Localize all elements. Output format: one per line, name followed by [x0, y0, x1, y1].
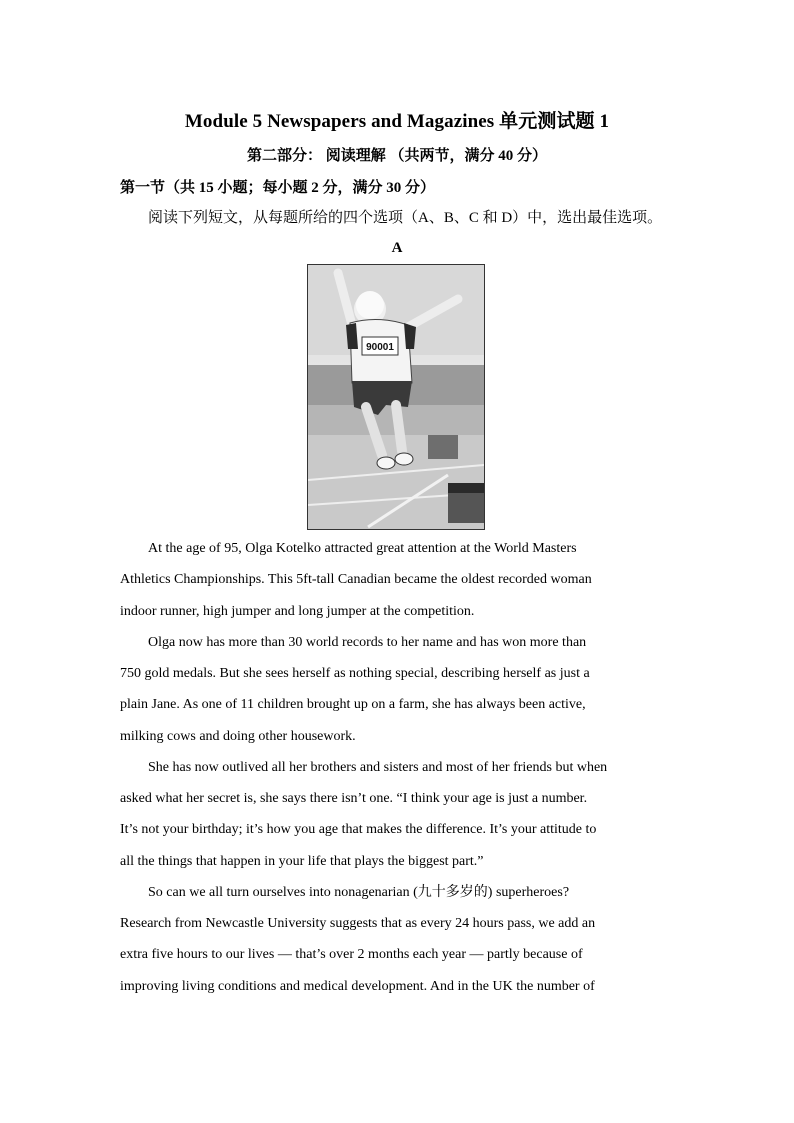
passage-line: all the things that happen in your life that plays the biggest part.”: [120, 853, 484, 869]
passage-line: milking cows and doing other housework.: [120, 728, 356, 744]
passage-line: Research from Newcastle University suggests that as every 24 hours pass, we add an: [120, 916, 596, 931]
passage-line: So can we all turn ourselves into nonagenarian (九十多岁的) superheroes?: [148, 884, 570, 900]
passage-line: She has now outlived all her brothers and sisters and most of her friends but when: [148, 759, 608, 775]
passage-label: A: [391, 240, 403, 256]
passage-line: asked what her secret is, she says there isn’t one. “I think your age is just a number.: [120, 791, 588, 806]
passage-body: [120, 540, 680, 1009]
bib-number: 90001: [366, 342, 394, 353]
athlete-long-jump-photo: [307, 264, 485, 530]
part-subtitle: 第二部分： 阅读理解 （共两节，满分 40 分）: [246, 148, 547, 164]
passage-line: 750 gold medals. But she sees herself as nothing special, describing herself as just a: [120, 666, 590, 681]
passage-line: At the age of 95, Olga Kotelko attracted great attention at the World Masters: [148, 541, 577, 556]
passage-line: Athletics Championships. This 5ft-tall Canadian became the oldest recorded woman: [120, 572, 592, 588]
instruction-text: 阅读下列短文，从每题所给的四个选项（A、B、C 和 D）中，选出最佳选项。: [148, 210, 663, 226]
passage-line: extra five hours to our lives — that’s over 2 months each year — partly because of: [120, 947, 583, 963]
document-title: Module 5 Newspapers and Magazines 单元测试题 1: [184, 111, 610, 132]
passage-line: improving living conditions and medical development. And in the UK the number of: [120, 978, 595, 994]
passage-line: It’s not your birthday; it’s how you age that makes the difference. It’s your attitude to: [120, 822, 597, 838]
section-heading: 第一节（共 15 小题；每小题 2 分，满分 30 分）: [120, 180, 436, 196]
passage-line: indoor runner, high jumper and long jumper at the competition.: [120, 603, 475, 619]
passage-line: plain Jane. As one of 11 children brought up on a farm, she has always been active,: [120, 697, 586, 713]
passage-line: Olga now has more than 30 world records to her name and has won more than: [148, 634, 587, 650]
